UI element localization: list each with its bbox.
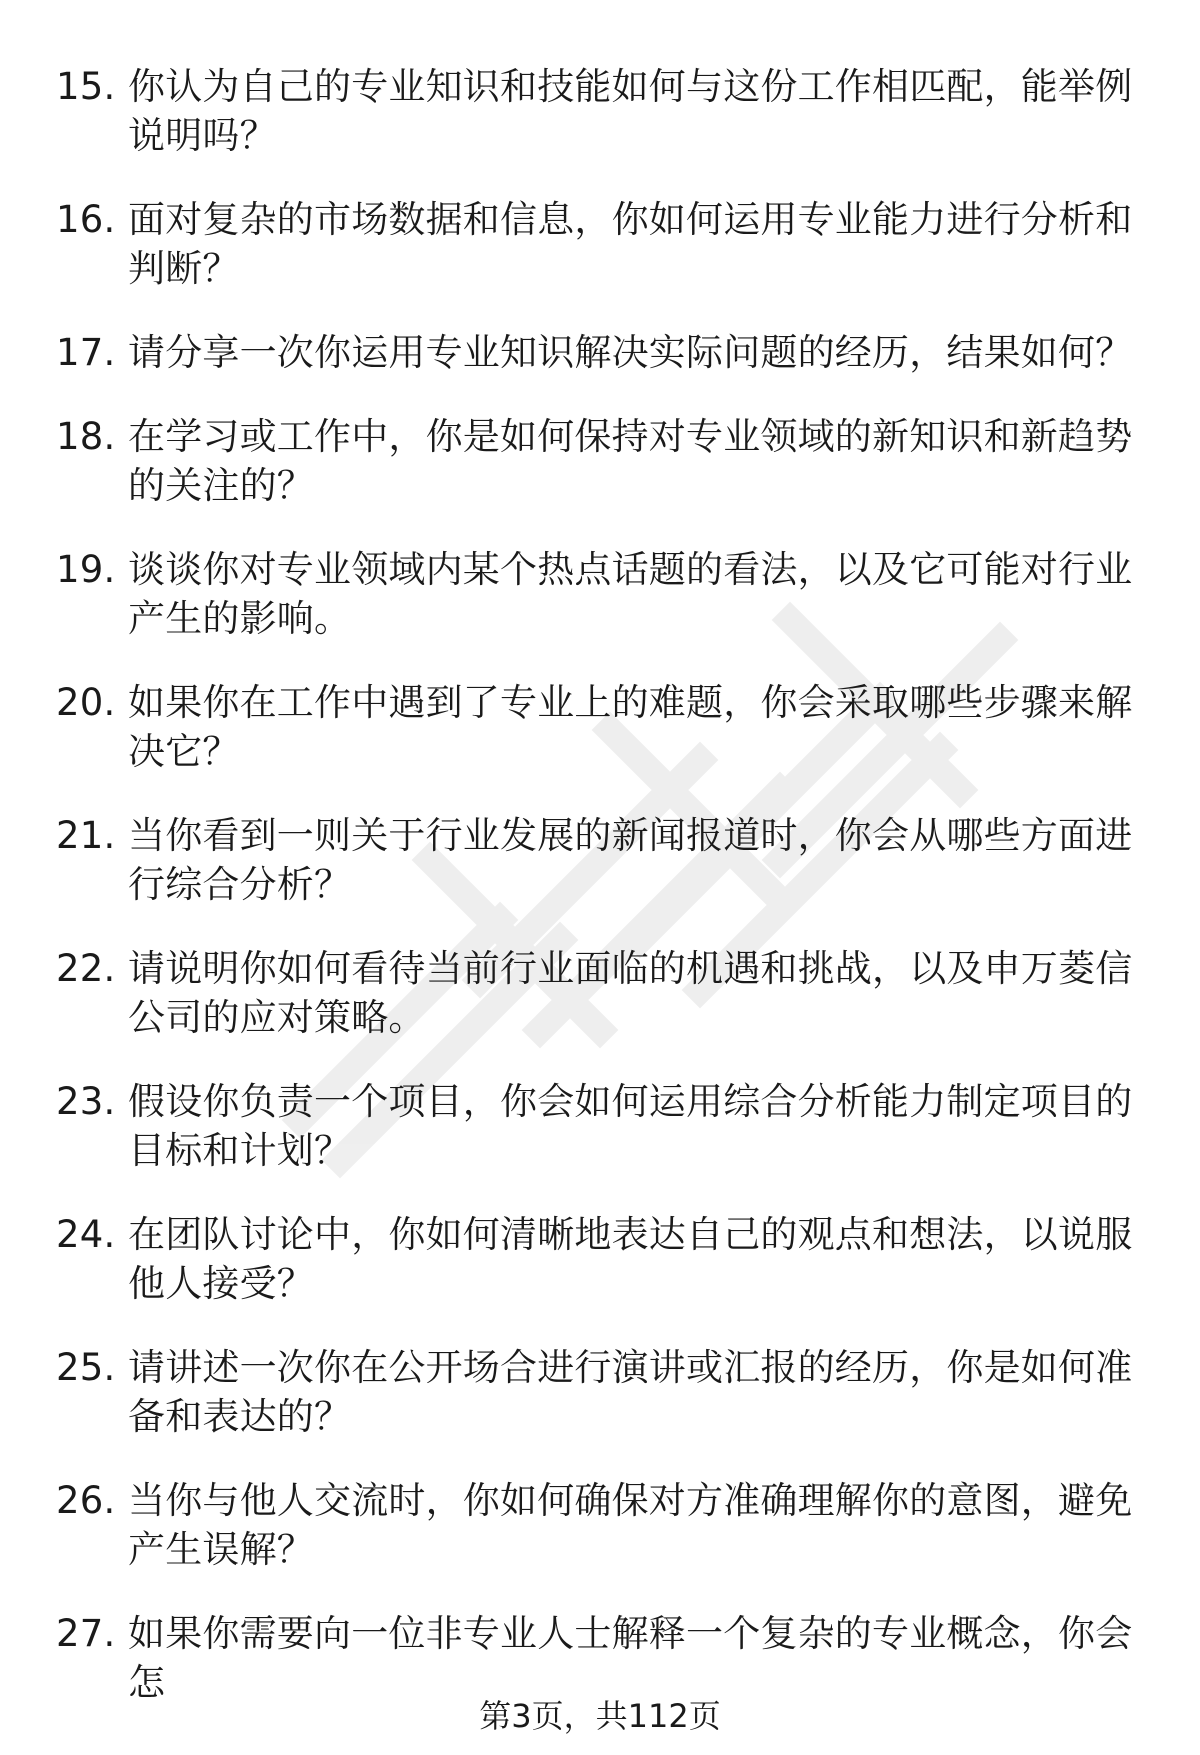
question-text: 请讲述一次你在公开场合进行演讲或汇报的经历，你是如何准备和表达的？ <box>128 1346 1133 1438</box>
question-item <box>56 195 1146 293</box>
question-text: 当你与他人交流时，你如何确保对方准确理解你的意图，避免产生误解？ <box>128 1479 1133 1571</box>
question-number: 18. <box>56 415 116 458</box>
question-item <box>56 545 1146 643</box>
question-text: 如果你在工作中遇到了专业上的难题，你会采取哪些步骤来解决它？ <box>128 681 1133 773</box>
question-text: 当你看到一则关于行业发展的新闻报道时，你会从哪些方面进行综合分析？ <box>128 814 1133 906</box>
question-item <box>56 1210 1146 1308</box>
question-number: 17. <box>56 331 116 374</box>
question-text: 在学习或工作中，你是如何保持对专业领域的新知识和新趋势的关注的？ <box>128 415 1133 507</box>
page-footer: 第3页，共112页 <box>479 1697 721 1735</box>
question-number: 16. <box>56 198 116 241</box>
question-number: 23. <box>56 1080 116 1123</box>
question-item <box>56 944 1146 1042</box>
question-text: 谈谈你对专业领域内某个热点话题的看法，以及它可能对行业产生的影响。 <box>128 548 1133 640</box>
question-number: 21. <box>56 814 116 857</box>
question-item <box>56 1077 1146 1175</box>
question-text: 如果你需要向一位非专业人士解释一个复杂的专业概念，你会怎 <box>128 1612 1133 1704</box>
question-item <box>56 328 1146 377</box>
question-list <box>56 62 1146 1742</box>
question-item <box>56 62 1146 160</box>
question-item <box>56 1343 1146 1441</box>
question-number: 24. <box>56 1213 116 1256</box>
question-text: 在团队讨论中，你如何清晰地表达自己的观点和想法，以说服他人接受？ <box>128 1213 1133 1305</box>
question-text: 假设你负责一个项目，你会如何运用综合分析能力制定项目的目标和计划？ <box>128 1080 1133 1172</box>
question-item <box>56 811 1146 909</box>
question-item <box>56 412 1146 510</box>
question-number: 19. <box>56 548 116 591</box>
question-number: 22. <box>56 947 116 990</box>
question-item <box>56 1609 1146 1707</box>
question-number: 25. <box>56 1346 116 1389</box>
question-number: 27. <box>56 1612 116 1655</box>
question-number: 20. <box>56 681 116 724</box>
question-item <box>56 678 1146 776</box>
question-text: 你认为自己的专业知识和技能如何与这份工作相匹配，能举例说明吗？ <box>128 65 1133 157</box>
question-item <box>56 1476 1146 1574</box>
question-text: 请分享一次你运用专业知识解决实际问题的经历，结果如何？ <box>128 331 1133 374</box>
question-number: 15. <box>56 65 116 108</box>
question-text: 请说明你如何看待当前行业面临的机遇和挑战，以及申万菱信公司的应对策略。 <box>128 947 1133 1039</box>
question-text: 面对复杂的市场数据和信息，你如何运用专业能力进行分析和判断？ <box>128 198 1133 290</box>
question-number: 26. <box>56 1479 116 1522</box>
